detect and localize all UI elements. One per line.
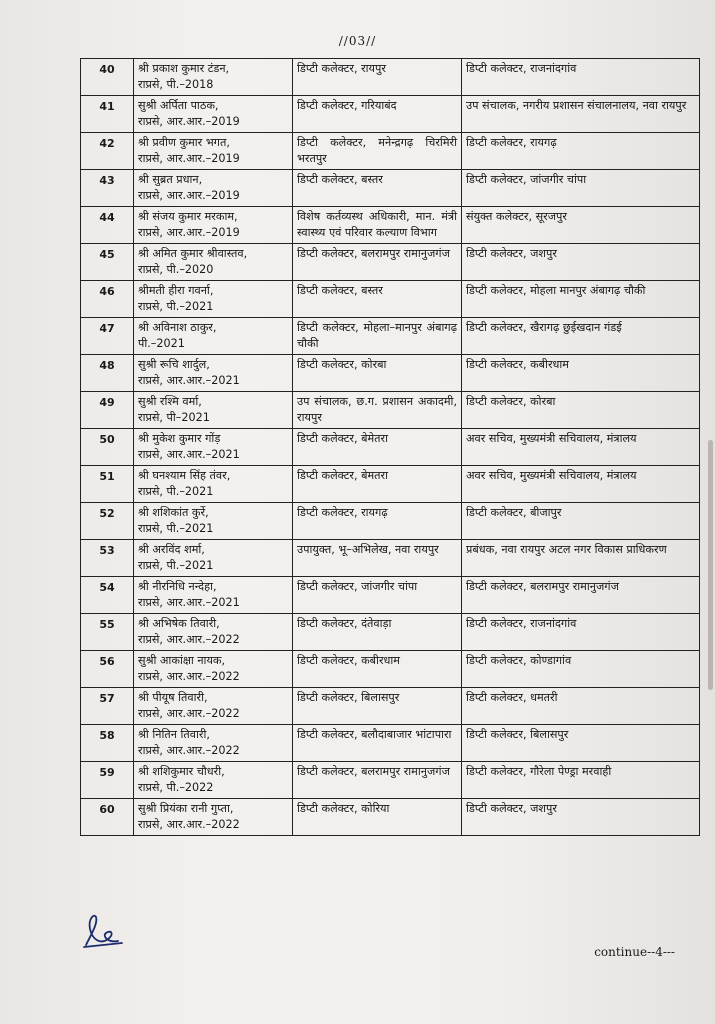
officer-service: राप्रसे, पी.–2021 (138, 559, 214, 572)
officer-name: श्रीमती हीरा गवर्ना, (138, 284, 214, 297)
new-posting: अवर सचिव, मुख्यमंत्री सचिवालय, मंत्रालय (462, 429, 700, 466)
officer-cell (134, 59, 293, 96)
page-number: //03// (338, 34, 377, 48)
officer-name: सुश्री अर्पिता पाठक, (138, 99, 219, 112)
officer-cell (134, 725, 293, 762)
officer-cell (134, 355, 293, 392)
current-posting: डिप्टी कलेक्टर, कोरिया (293, 799, 462, 836)
serial-number: 49 (81, 392, 134, 429)
current-posting: डिप्टी कलेक्टर, दंतेवाड़ा (293, 614, 462, 651)
officer-service: राप्रसे, पी.–2021 (138, 522, 214, 535)
new-posting: डिप्टी कलेक्टर, बलरामपुर रामानुजगंज (462, 577, 700, 614)
officer-name: श्री अविनाश ठाकुर, (138, 321, 217, 334)
current-posting: डिप्टी कलेक्टर, रायगढ़ (293, 503, 462, 540)
officer-name: श्री नितिन तिवारी, (138, 728, 210, 741)
officer-cell (134, 170, 293, 207)
officer-cell (134, 133, 293, 170)
officer-name: श्री प्रकाश कुमार टंडन, (138, 62, 230, 75)
serial-number: 50 (81, 429, 134, 466)
serial-number: 47 (81, 318, 134, 355)
serial-number: 46 (81, 281, 134, 318)
current-posting: डिप्टी कलेक्टर, रायपुर (293, 59, 462, 96)
new-posting: डिप्टी कलेक्टर, धमतरी (462, 688, 700, 725)
table-row (81, 540, 700, 577)
serial-number: 59 (81, 762, 134, 799)
table-row (81, 503, 700, 540)
officer-cell (134, 281, 293, 318)
new-posting: डिप्टी कलेक्टर, जांजगीर चांपा (462, 170, 700, 207)
serial-number: 54 (81, 577, 134, 614)
officer-name: सुश्री रश्मि वर्मा, (138, 395, 202, 408)
officer-cell (134, 96, 293, 133)
new-posting: डिप्टी कलेक्टर, जशपुर (462, 799, 700, 836)
new-posting: डिप्टी कलेक्टर, कबीरधाम (462, 355, 700, 392)
current-posting: डिप्टी कलेक्टर, कबीरधाम (293, 651, 462, 688)
officer-cell (134, 466, 293, 503)
officer-cell (134, 688, 293, 725)
serial-number: 51 (81, 466, 134, 503)
current-posting: डिप्टी कलेक्टर, बस्तर (293, 281, 462, 318)
officer-service: राप्रसे, आर.आर.–2022 (138, 670, 240, 683)
current-posting: डिप्टी कलेक्टर, बस्तर (293, 170, 462, 207)
table-row (81, 799, 700, 836)
table-row (81, 281, 700, 318)
new-posting: डिप्टी कलेक्टर, कोण्डागांव (462, 651, 700, 688)
table-row (81, 244, 700, 281)
current-posting: डिप्टी कलेक्टर, बिलासपुर (293, 688, 462, 725)
serial-number: 41 (81, 96, 134, 133)
officer-service: राप्रसे, आर.आर.–2019 (138, 115, 240, 128)
officer-cell (134, 503, 293, 540)
officer-cell (134, 540, 293, 577)
officer-service: राप्रसे, आर.आर.–2022 (138, 744, 240, 757)
serial-number: 48 (81, 355, 134, 392)
table-row (81, 466, 700, 503)
current-posting: डिप्टी कलेक्टर, बलौदाबाजार भांटापारा (293, 725, 462, 762)
new-posting: डिप्टी कलेक्टर, जशपुर (462, 244, 700, 281)
table-row (81, 170, 700, 207)
serial-number: 52 (81, 503, 134, 540)
new-posting: डिप्टी कलेक्टर, खैरागढ़ छुईखदान गंडई (462, 318, 700, 355)
serial-number: 56 (81, 651, 134, 688)
table-row (81, 429, 700, 466)
officer-service: राप्रसे, पी–2021 (138, 411, 210, 424)
current-posting: डिप्टी कलेक्टर, जांजगीर चांपा (293, 577, 462, 614)
serial-number: 57 (81, 688, 134, 725)
table-row (81, 318, 700, 355)
officer-name: श्री घनश्याम सिंह तंवर, (138, 469, 231, 482)
current-posting: डिप्टी कलेक्टर, गरियाबंद (293, 96, 462, 133)
serial-number: 43 (81, 170, 134, 207)
officer-cell (134, 244, 293, 281)
new-posting: उप संचालक, नगरीय प्रशासन संचालनालय, नवा रायपुर (462, 96, 700, 133)
table-row (81, 614, 700, 651)
officer-service: राप्रसे, आर.आर.–2021 (138, 596, 240, 609)
officer-name: श्री अभिषेक तिवारी, (138, 617, 220, 630)
officer-cell (134, 429, 293, 466)
new-posting: प्रबंधक, नवा रायपुर अटल नगर विकास प्राधिकरण (462, 540, 700, 577)
serial-number: 42 (81, 133, 134, 170)
serial-number: 40 (81, 59, 134, 96)
current-posting: डिप्टी कलेक्टर, बेमतरा (293, 466, 462, 503)
officer-service: राप्रसे, पी.–2022 (138, 781, 214, 794)
new-posting: अवर सचिव, मुख्यमंत्री सचिवालय, मंत्रालय (462, 466, 700, 503)
table-row (81, 725, 700, 762)
table-row (81, 59, 700, 96)
officer-name: श्री संजय कुमार मरकाम, (138, 210, 238, 223)
officer-name: श्री सुब्रत प्रधान, (138, 173, 203, 186)
officer-name: श्री नीरनिधि नन्देहा, (138, 580, 217, 593)
table-row (81, 762, 700, 799)
officer-name: श्री मुकेश कुमार गोंड़ (138, 432, 221, 445)
officer-service: पी.–2021 (138, 337, 185, 350)
continue-note: continue--4--- (594, 945, 675, 959)
officer-cell (134, 318, 293, 355)
new-posting: डिप्टी कलेक्टर, राजनांदगांव (462, 59, 700, 96)
officer-service: राप्रसे, आर.आर.–2021 (138, 374, 240, 387)
serial-number: 58 (81, 725, 134, 762)
officer-cell (134, 207, 293, 244)
current-posting: डिप्टी कलेक्टर, बेमेतरा (293, 429, 462, 466)
officer-service: राप्रसे, पी.–2020 (138, 263, 214, 276)
new-posting: डिप्टी कलेक्टर, बिलासपुर (462, 725, 700, 762)
officer-name: सुश्री रूचि शार्दुल, (138, 358, 210, 371)
table-row (81, 688, 700, 725)
new-posting: डिप्टी कलेक्टर, राजनांदगांव (462, 614, 700, 651)
officer-service: राप्रसे, पी.–2021 (138, 485, 214, 498)
officer-name: श्री प्रवीण कुमार भगत, (138, 136, 230, 149)
officer-service: राप्रसे, आर.आर.–2021 (138, 448, 240, 461)
serial-number: 53 (81, 540, 134, 577)
officer-service: राप्रसे, आर.आर.–2019 (138, 226, 240, 239)
current-posting: डिप्टी कलेक्टर, मनेन्द्रगढ़ चिरमिरी भरतपुर (293, 133, 462, 170)
current-posting: विशेष कर्तव्यस्थ अधिकारी, मान. मंत्री स्वास्थ्य एवं परिवार कल्याण विभाग (293, 207, 462, 244)
serial-number: 60 (81, 799, 134, 836)
officer-name: श्री अरविंद शर्मा, (138, 543, 205, 556)
officer-service: राप्रसे, आर.आर.–2022 (138, 707, 240, 720)
officer-name: श्री शशिकांत कुर्रे, (138, 506, 209, 519)
table-row (81, 133, 700, 170)
officer-cell (134, 799, 293, 836)
officer-name: श्री पीयूष तिवारी, (138, 691, 208, 704)
new-posting: डिप्टी कलेक्टर, बीजापुर (462, 503, 700, 540)
table-row (81, 392, 700, 429)
officer-name: सुश्री आकांक्षा नायक, (138, 654, 226, 667)
officer-cell (134, 651, 293, 688)
officer-service: राप्रसे, आर.आर.–2022 (138, 818, 240, 831)
table-row (81, 577, 700, 614)
officer-cell (134, 392, 293, 429)
table-row (81, 355, 700, 392)
current-posting: डिप्टी कलेक्टर, कोरबा (293, 355, 462, 392)
officer-name: सुश्री प्रियंका रानी गुप्ता, (138, 802, 234, 815)
new-posting: डिप्टी कलेक्टर, मोहला मानपुर अंबागढ़ चौकी (462, 281, 700, 318)
officer-service: राप्रसे, आर.आर.–2022 (138, 633, 240, 646)
scrollbar[interactable] (708, 440, 713, 690)
table-row (81, 96, 700, 133)
officer-name: श्री अमित कुमार श्रीवास्तव, (138, 247, 248, 260)
table-row (81, 651, 700, 688)
current-posting: डिप्टी कलेक्टर, मोहला–मानपुर अंबागढ़ चौकी (293, 318, 462, 355)
new-posting: डिप्टी कलेक्टर, रायगढ़ (462, 133, 700, 170)
officer-cell (134, 614, 293, 651)
table-body (81, 59, 700, 836)
current-posting: डिप्टी कलेक्टर, बलरामपुर रामानुजगंज (293, 762, 462, 799)
serial-number: 45 (81, 244, 134, 281)
new-posting: संयुक्त कलेक्टर, सूरजपुर (462, 207, 700, 244)
officer-cell (134, 577, 293, 614)
signature-mark (78, 905, 128, 955)
officer-service: राप्रसे, पी.–2021 (138, 300, 214, 313)
officer-service: राप्रसे, पी.–2018 (138, 78, 214, 91)
transfer-table (80, 58, 700, 836)
officer-name: श्री शशिकुमार चौधरी, (138, 765, 225, 778)
serial-number: 55 (81, 614, 134, 651)
table-row (81, 207, 700, 244)
officer-service: राप्रसे, आर.आर.–2019 (138, 152, 240, 165)
officer-service: राप्रसे, आर.आर.–2019 (138, 189, 240, 202)
current-posting: डिप्टी कलेक्टर, बलरामपुर रामानुजगंज (293, 244, 462, 281)
officer-cell (134, 762, 293, 799)
serial-number: 44 (81, 207, 134, 244)
current-posting: उपायुक्त, भू–अभिलेख, नवा रायपुर (293, 540, 462, 577)
new-posting: डिप्टी कलेक्टर, गौरेला पेण्ड्रा मरवाही (462, 762, 700, 799)
current-posting: उप संचालक, छ.ग. प्रशासन अकादमी, रायपुर (293, 392, 462, 429)
new-posting: डिप्टी कलेक्टर, कोरबा (462, 392, 700, 429)
